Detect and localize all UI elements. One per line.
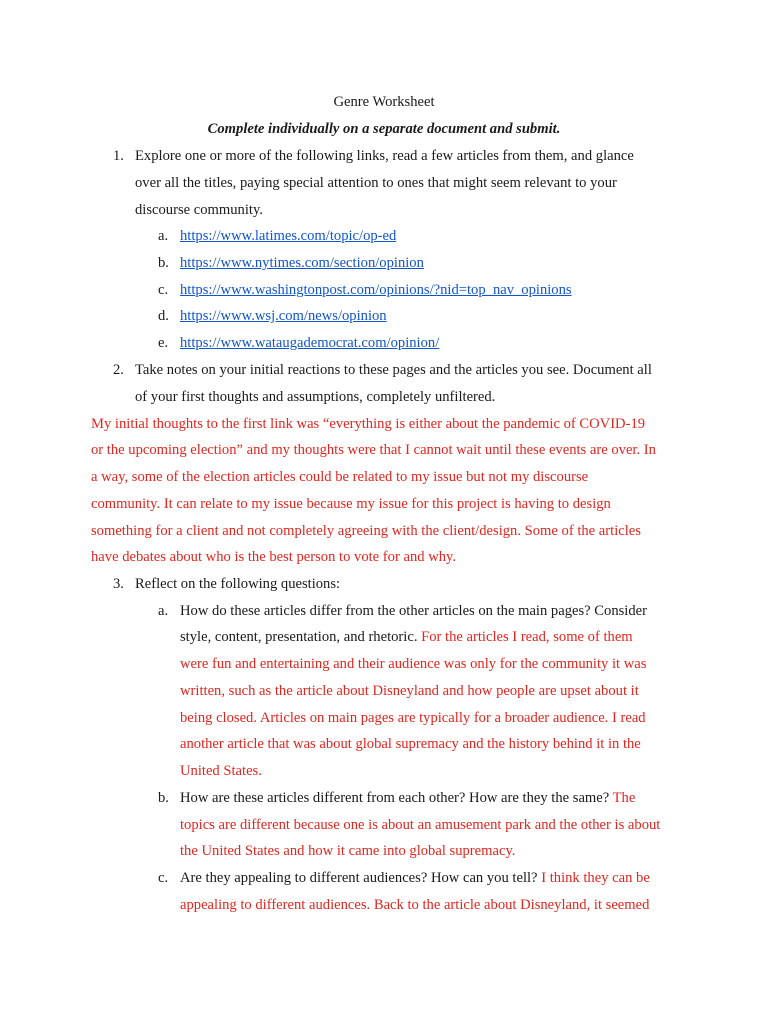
q1-number: 1. [113,148,124,164]
q3b-mixed-line [180,788,635,808]
q2-number: 2. [113,362,124,378]
q3b-answer-line: topics are different because one is about an amusement park and the other is about [180,817,661,833]
link-latimes-op-ed[interactable]: https://www.latimes.com/topic/op-ed [180,228,397,244]
q3c-question-line: Are they appealing to different audiences? How can you tell? [180,870,542,886]
q3a-answer-line: United States. [180,763,262,779]
q3c-answer-start: I think they can be [541,870,650,886]
q3c-label: c. [158,870,169,886]
q3b-label: b. [158,790,169,806]
link-label: b. [158,255,169,271]
page-subtitle: Complete individually on a separate document and submit. [207,121,561,137]
q3b-question-line: How are these articles different from each other? How are they the same? [180,790,613,806]
q3-text: Reflect on the following questions: [135,576,341,592]
q3b-answer-line: the United States and how it came into global supremacy. [180,843,516,859]
link-wsj-opinion[interactable]: https://www.wsj.com/news/opinion [180,308,387,324]
q1-line: Explore one or more of the following links, read a few articles from them, and glance [135,148,634,164]
q3a-answer-line: being closed. Articles on main pages are typically for a broader audience. I read [180,710,646,726]
q3a-question-line: How do these articles differ from the other articles on the main pages? Consider [180,603,647,619]
link-nytimes-opinion[interactable]: https://www.nytimes.com/section/opinion [180,255,424,271]
q2-answer-line: something for a client and not completely agreeing with the client/design. Some of the articles [91,523,641,539]
q3c-answer-line: appealing to different audiences. Back to the article about Disneyland, it seemed [180,897,650,913]
link-label: d. [158,308,169,324]
link-label: a. [158,228,169,244]
q2-line: Take notes on your initial reactions to these pages and the articles you see. Document all [135,362,652,378]
q3b-answer-start: The [612,790,636,806]
q3a-label: a. [158,603,169,619]
link-wataugademocrat-opinion[interactable]: https://www.wataugademocrat.com/opinion/ [180,335,440,351]
link-washingtonpost-opinions[interactable]: https://www.washingtonpost.com/opinions/?nid=top_nav_opinions [180,282,572,298]
q2-answer-line: community. It can relate to my issue because my issue for this project is having to design [91,496,611,512]
q2-answer-line: My initial thoughts to the first link was “everything is either about the pandemic of COVID-19 [91,416,646,432]
q3a-answer-line: written, such as the article about Disneyland and how people are upset about it [180,683,639,699]
q3a-answer-line: another article that was about global supremacy and the history behind it in the [180,736,641,752]
q1-line: discourse community. [135,202,263,218]
q3c-mixed-line [180,868,650,888]
page-title: Genre Worksheet [333,94,435,110]
link-label: e. [158,335,169,351]
q3-number: 3. [113,576,124,592]
q2-line: of your first thoughts and assumptions, completely unfiltered. [135,389,496,405]
q3a-mixed-line [180,627,633,647]
q1-line: over all the titles, paying special attention to ones that might seem relevant to your [135,175,617,191]
q3a-answer-start: For the articles I read, some of them [421,629,633,645]
link-label: c. [158,282,169,298]
q3a-question-line: style, content, presentation, and rhetoric. [180,629,422,645]
q2-answer-line: or the upcoming election” and my thoughts were that I cannot wait until these events are over. In [91,442,656,458]
q2-answer-line: have debates about who is the best person to vote for and why. [91,549,457,565]
q3a-answer-line: were fun and entertaining and their audience was only for the community it was [180,656,647,672]
q2-answer-line: a way, some of the election articles could be related to my issue but not my discourse [91,469,589,485]
